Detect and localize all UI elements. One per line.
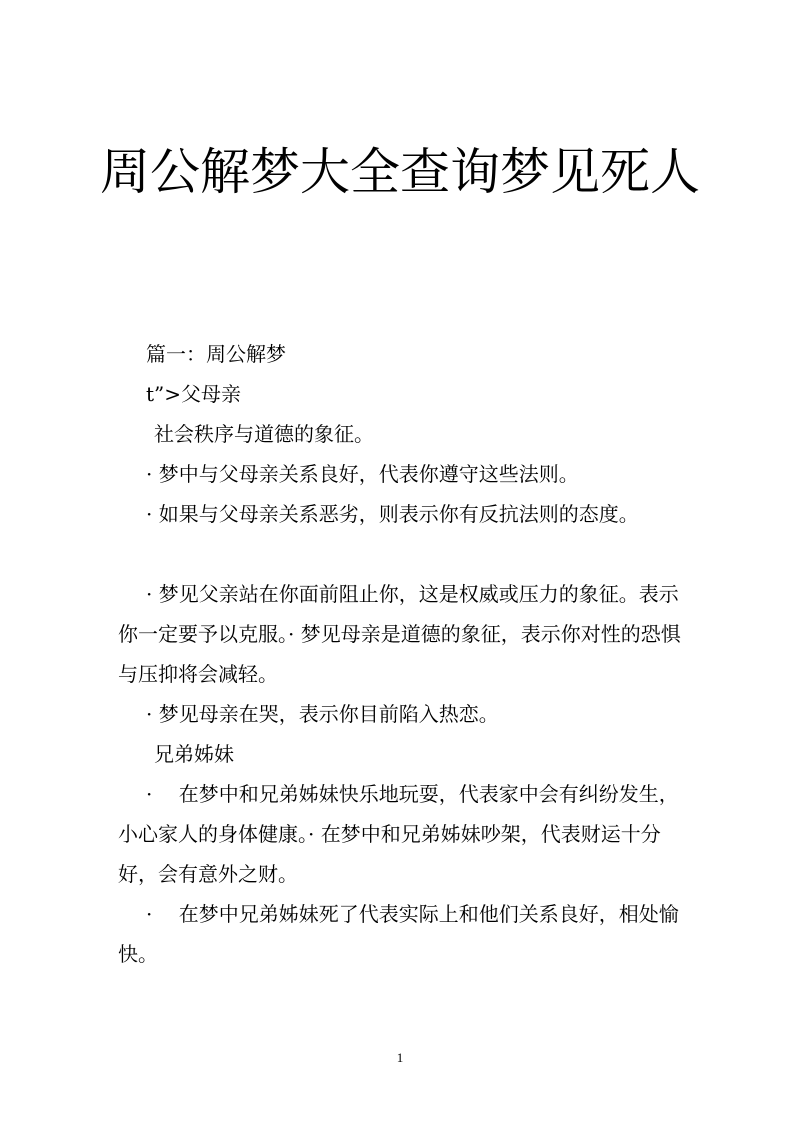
document-body — [118, 334, 688, 974]
page-number: 1 — [396, 1050, 404, 1065]
subheading-siblings: 兄弟姊妹 — [154, 742, 234, 766]
section-heading: 篇一：周公解梦 — [146, 342, 286, 366]
bullet-paragraph: · 在梦中兄弟姊妹死了代表实际上和他们关系良好，相处愉快。 — [118, 902, 679, 966]
bullet-paragraph: · 在梦中和兄弟姊妹快乐地玩耍，代表家中会有纠纷发生，小心家人的身体健康。· 在梦中和兄弟姊妹吵架，代表财运十分好，会有意外之财。 — [118, 782, 679, 886]
subheading-parents: t”>父母亲 — [146, 382, 242, 406]
page-title: 周公解梦大全查询梦见死人 — [100, 143, 700, 201]
bullet-paragraph: · 梦见母亲在哭，表示你目前陷入热恋。 — [146, 702, 499, 726]
bullet-paragraph: · 梦中与父母亲关系良好，代表你遵守这些法则。 — [146, 462, 579, 486]
paragraph: 社会秩序与道德的象征。 — [154, 422, 374, 446]
bullet-paragraph: · 梦见父亲站在你面前阻止你，这是权威或压力的象征。表示你一定要予以克服。· 梦见母亲是道德的象征，表示你对性的恐惧与压抑将会减轻。 — [118, 582, 681, 686]
blank-line — [118, 534, 688, 574]
bullet-paragraph: · 如果与父母亲关系恶劣，则表示你有反抗法则的态度。 — [146, 502, 639, 526]
